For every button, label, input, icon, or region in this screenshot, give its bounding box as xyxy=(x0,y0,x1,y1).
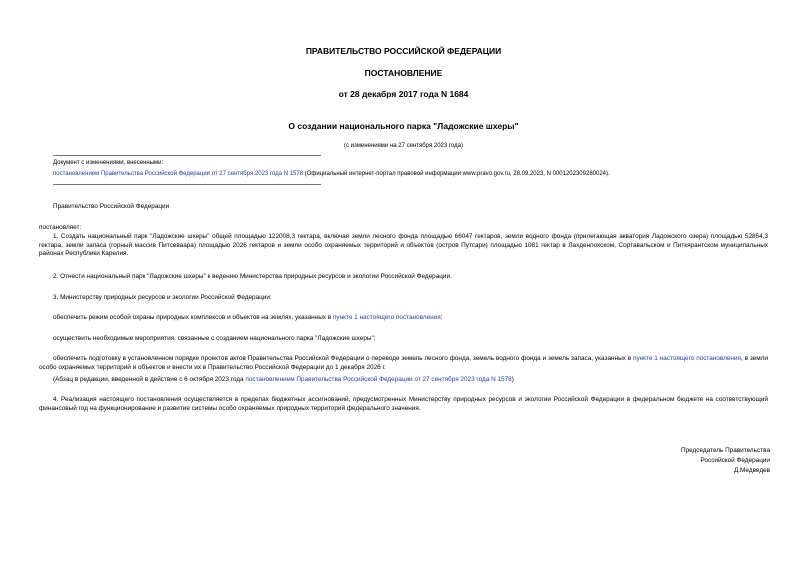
government-heading: ПРАВИТЕЛЬСТВО РОССИЙСКОЙ ФЕДЕРАЦИИ xyxy=(305,46,502,56)
item-3-c-end: , в земли особо охраняемых территорий и объектов и внести их в Правительство Российской Федерации до 1 декабря 2026 г. xyxy=(39,355,768,371)
date-number-heading: от 28 декабря 2017 года N 1684 xyxy=(338,89,469,99)
changes-top-rule xyxy=(53,155,321,156)
document-type-heading: ПОСТАНОВЛЕНИЕ xyxy=(364,68,443,78)
item-3-c-text: обеспечить подготовку в установленном порядке проектов актов Правительства Российской Федерации о переводе земель лесного фонда, земель водного фонда и земель запаса, указанных в xyxy=(53,355,633,362)
signature-position: Председатель Правительства xyxy=(681,447,770,454)
item-3-a-end: ; xyxy=(440,314,443,321)
paragraph-item-3-c-note xyxy=(53,376,514,385)
item-3-a-link[interactable]: пункте 1 настоящего постановления xyxy=(332,314,441,321)
changes-bottom-rule xyxy=(53,184,321,185)
paragraph-item-3-a xyxy=(53,314,443,323)
paragraph-item-3-c xyxy=(39,355,768,372)
revision-note: (с изменениями на 27 сентября 2023 года) xyxy=(344,143,463,149)
paragraph-item-4: 4. Реализация настоящего постановления осуществляется в пределах бюджетных ассигнований, предусмотренных Министерству природных ресурсов и экологии Российской Федерации в федеральном бюджете на соответствующий финансовый год на функционирование и развитие системы особо охраняемых природных территорий федерального значения. xyxy=(39,396,768,412)
changes-intro: Документ с изменениями, внесенными: xyxy=(53,160,164,166)
signature-authority: Российской Федерации xyxy=(700,457,770,464)
paragraph-item-2: 2. Отнести национальный парк "Ладожские шхеры" к ведению Министерства природных ресурсов и экологии Российской Федерации. xyxy=(53,273,452,280)
note-text: (Абзац в редакции, введенной в действие с 6 октября 2023 года xyxy=(53,376,246,383)
amending-decree-link[interactable]: постановлением Правительства Российской Федерации от 27 сентября 2023 года N 1578 xyxy=(53,171,304,177)
paragraph-item-1: 1. Создать национальный парк "Ладожские шхеры" общей площадью 122008,3 гектара, включая земли лесного фонда площадью 66047 гектаров, земли водного фонда (прилегающая акватория Ладожского озера) площадью 52854,3 гектара, земли запаса (горный массив Питсеваара) площадью 2026 гектаров и земли особо охраняемых территорий и объектов (остров Путсари) площадью 1081 гектар в Лахденпохском, Сортавальском и Питкярантском муниципальных районах Республики Карелия. xyxy=(39,233,768,258)
paragraph-item-3: 3. Министерству природных ресурсов и экологии Российской Федерации: xyxy=(53,294,272,301)
paragraph-item-3-b: осуществить необходимые мероприятия, связанные с созданием национального парка "Ладожские шхеры"; xyxy=(53,335,376,342)
item-3-c-link[interactable]: пункте 1 настоящего постановления xyxy=(632,355,741,362)
signature-name: Д.Медведев xyxy=(733,467,770,474)
changes-reference xyxy=(53,170,610,178)
document-title: О создании национального парка "Ладожские шхеры" xyxy=(288,121,519,131)
changes-source: (Официальный интернет-портал правовой информации www.pravo.gov.ru, 28.09.2023, N 0001202309280024). xyxy=(303,171,610,177)
item-3-a-text: обеспечить режим особой охраны природных комплексов и объектов на землях, указанных в xyxy=(53,314,333,321)
note-end: ) xyxy=(511,376,514,383)
preamble: Правительство Российской Федерации xyxy=(53,203,170,210)
note-link[interactable]: постановлением Правительства Российской Федерации от 27 сентября 2023 года N 1578 xyxy=(245,376,512,383)
decrees-word: постановляет: xyxy=(39,224,82,231)
